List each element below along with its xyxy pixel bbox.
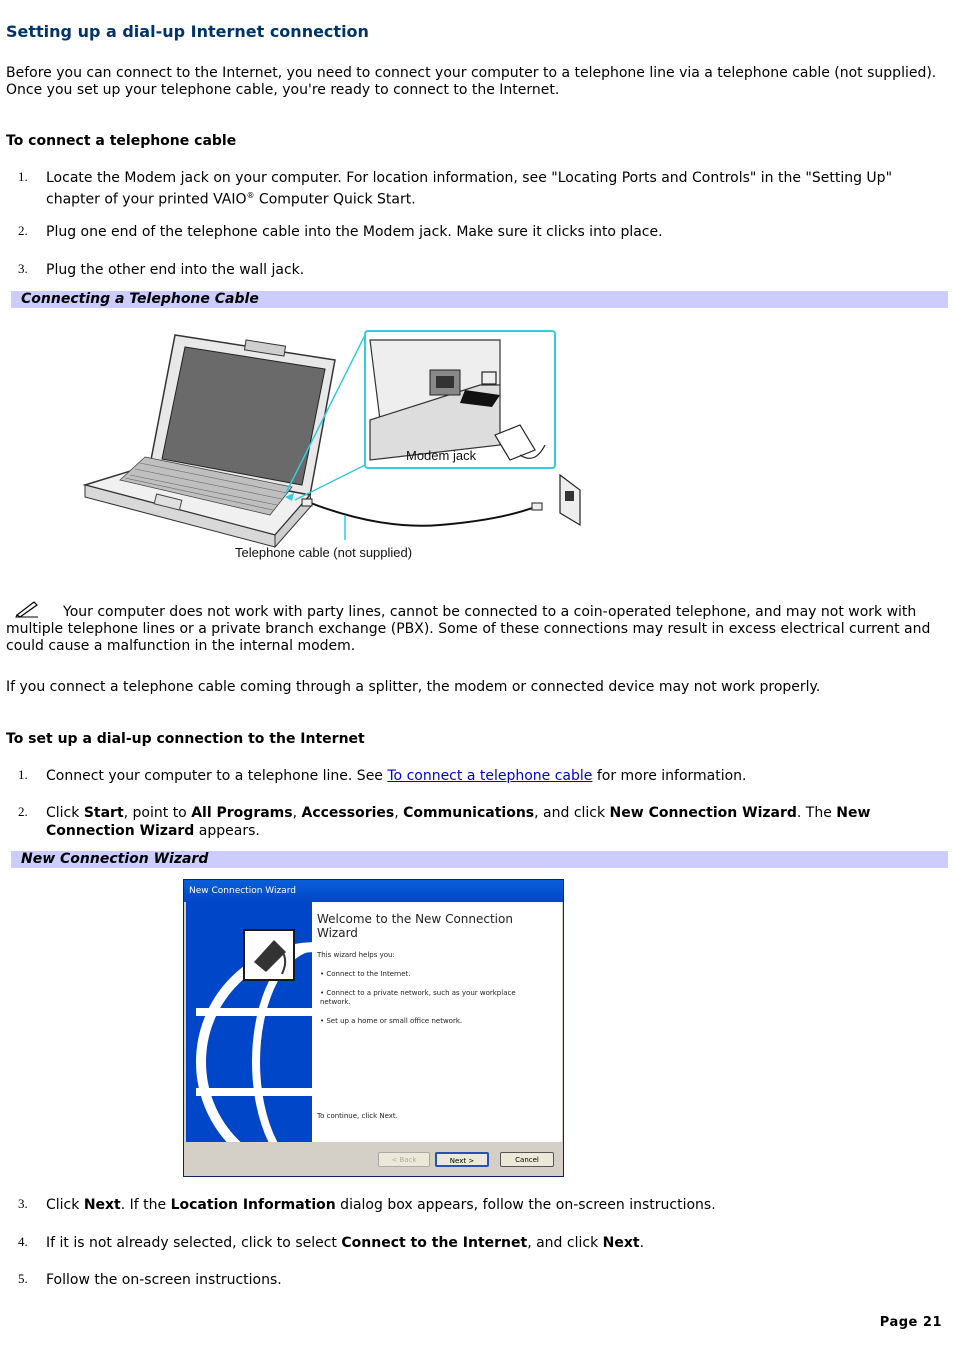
step-text: Locate the Modem jack on your computer. For location information, see "Locating Ports and Controls" in the "Setting Up" chapter of your printed VAIO® Computer Quick Start. [46,170,893,208]
figure-caption: Connecting a Telephone Cable [21,291,259,307]
step-number: 5. [18,1271,28,1286]
step-number: 1. [18,169,28,184]
page-title: Setting up a dial-up Internet connection [6,22,369,41]
step-number: 4. [18,1234,28,1249]
step-text: Plug the other end into the wall jack. [46,262,305,278]
new-connection-wizard-screenshot [183,879,564,1177]
wizard-bullet: • Connect to the Internet. [320,970,411,978]
step-number: 2. [18,804,28,819]
back-button: < Back [378,1152,430,1167]
globe-icon [186,902,312,1142]
next-button: Next > [435,1152,489,1167]
page-number: Page 21 [879,1315,942,1330]
wizard-bullet: • Set up a home or small office network. [320,1017,463,1025]
step-text: If it is not already selected, click to select Connect to the Internet, and click Next. [46,1235,645,1251]
wizard-bullet: • Connect to a private network, such as your workplace network. [320,989,516,1006]
splitter-paragraph: If you connect a telephone cable coming through a splitter, the modem or connected device may not work properly. [6,679,821,695]
figure-caption-band [11,291,948,308]
note-paragraph: Your computer does not work with party lines, cannot be connected to a coin-operated telephone, and may not work with multiple telephone lines or a private branch exchange (PBX). Some of these connections may result in excess electrical current and could cause a malfunction in the internal modem. [6,604,931,654]
wizard-content-panel [312,902,562,1142]
registered-mark: ® [246,191,255,200]
wizard-helps-text: This wizard helps you: [317,951,395,959]
wizard-continue-text: To continue, click Next. [317,1112,398,1120]
link-connect-telephone-cable[interactable]: To connect a telephone cable [387,768,593,784]
figure-caption-band [11,851,948,868]
cancel-button: Cancel [500,1152,554,1167]
modem-jack-label: Modem jack [406,448,477,463]
step-text: Plug one end of the telephone cable into the Modem jack. Make sure it clicks into place. [46,224,663,240]
section-heading-dialup: To set up a dial-up connection to the Internet [6,731,365,747]
wizard-side-graphic [186,902,312,1142]
telephone-cable-label: Telephone cable (not supplied) [235,545,413,560]
telephone-cable-illustration [80,325,590,565]
laptop-icon [85,335,335,547]
step-number: 2. [18,223,28,238]
step-number: 1. [18,767,28,782]
step-text: Click Start, point to All Programs, Accessories, Communications, and click New Connection Wizard. The New Connection Wizard appears. [46,805,871,839]
wizard-title-bar: New Connection Wizard [184,880,563,902]
section-heading-telephone-cable: To connect a telephone cable [6,133,237,149]
step-text: Connect your computer to a telephone line. See To connect a telephone cable for more information. [46,768,747,784]
step-text: Follow the on-screen instructions. [46,1272,282,1288]
intro-paragraph: Before you can connect to the Internet, you need to connect your computer to a telephone line via a telephone cable (not supplied). Once you set up your telephone cable, you're ready to connect to the Internet. [6,65,937,98]
step-text: Click Next. If the Location Information dialog box appears, follow the on-screen instructions. [46,1197,716,1213]
step-number: 3. [18,261,28,276]
figure-caption: New Connection Wizard [21,851,209,867]
wizard-heading: Welcome to the New Connection Wizard [317,912,513,940]
step-number: 3. [18,1196,28,1211]
